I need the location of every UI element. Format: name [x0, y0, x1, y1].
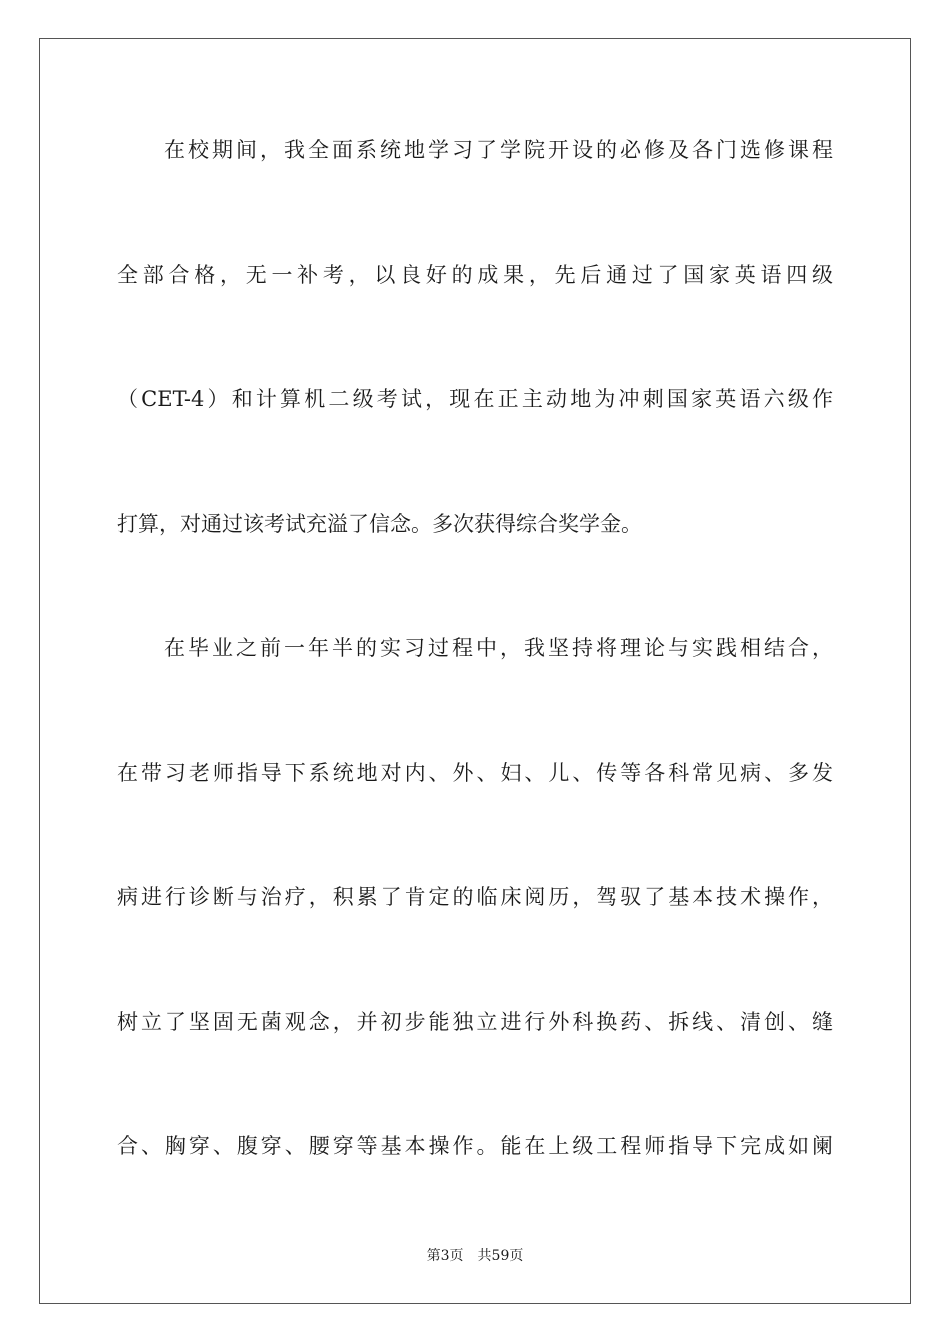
page-border: [39, 38, 911, 1304]
paragraph-2-line-1: 在毕业之前一年半的实习过程中，我坚持将理论与实践相结合，: [164, 636, 833, 660]
paragraph-1-line-3: （CET-4）和计算机二级考试，现在正主动地为冲刺国家英语六级作: [117, 387, 833, 411]
paragraph-1-line-1: 在校期间，我全面系统地学习了学院开设的必修及各门选修课程: [164, 138, 833, 162]
paragraph-2-line-2: 在带习老师指导下系统地对内、外、妇、儿、传等各科常见病、多发: [117, 761, 833, 785]
page-total: 共59页: [477, 1248, 524, 1264]
paragraph-2-line-5: 合、胸穿、腹穿、腰穿等基本操作。能在上级工程师指导下完成如阑: [117, 1134, 833, 1158]
page-footer: [0, 1246, 950, 1266]
paragraph-1-line-2: 全部合格，无一补考，以良好的成果，先后通过了国家英语四级: [117, 263, 833, 287]
paragraph-2-line-3: 病进行诊断与治疗，积累了肯定的临床阅历，驾驭了基本技术操作，: [117, 885, 833, 909]
paragraph-1-line-4: 打算，对通过该考试充溢了信念。多次获得综合奖学金。: [117, 512, 642, 536]
paragraph-2-line-4: 树立了坚固无菌观念，并初步能独立进行外科换药、拆线、清创、缝: [117, 1010, 833, 1034]
page-number: 第3页: [426, 1248, 464, 1264]
